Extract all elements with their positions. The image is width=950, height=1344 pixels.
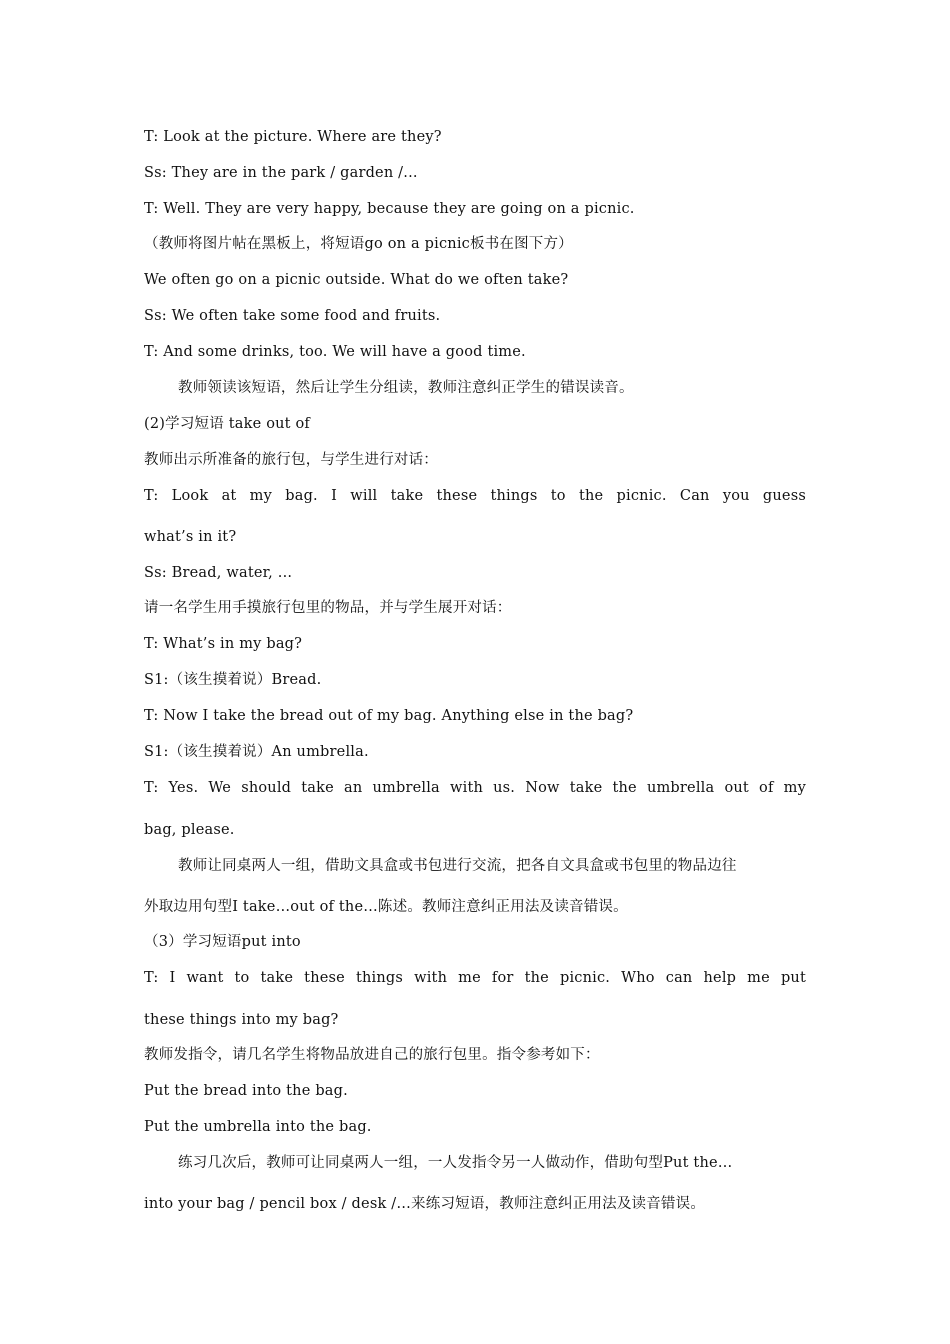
text-line: T: What’s in my bag? (144, 636, 303, 652)
text-line: （教师将图片帖在黑板上，将短语go on a picnic板书在图下方） (144, 236, 573, 252)
text-line: 教师领读该短语，然后让学生分组读，教师注意纠正学生的错误读音。 (178, 380, 634, 396)
text-line: 请一名学生用手摸旅行包里的物品，并与学生展开对话： (144, 600, 512, 616)
text-line: 教师发指令，请几名学生将物品放进自己的旅行包里。指令参考如下： (144, 1047, 600, 1063)
text-line: 外取边用句型I take…out of the…陈述。教师注意纠正用法及读音错误。 (144, 899, 628, 915)
text-line: T: Look at my bag. I will take these things to the picnic. Can you guess (144, 488, 806, 504)
text-line: Put the bread into the bag. (144, 1083, 348, 1099)
text-line: Put the umbrella into the bag. (144, 1119, 372, 1135)
text-line: into your bag / pencil box / desk /…来练习短语，教师注意纠正用法及读音错误。 (144, 1196, 706, 1212)
text-line: 练习几次后，教师可让同桌两人一组，一人发指令另一人做动作，借助句型Put the… (178, 1155, 733, 1171)
text-line: T: I want to take these things with me for the picnic. Who can help me put (144, 970, 806, 986)
section-heading: （3）学习短语put into (144, 934, 301, 950)
text-line: Ss: We often take some food and fruits. (144, 308, 441, 324)
text-line: Ss: Bread, water, ... (144, 565, 293, 581)
text-line: 教师出示所准备的旅行包，与学生进行对话： (144, 452, 438, 468)
text-line: S1:（该生摸着说）Bread. (144, 672, 322, 688)
text-line: T: Look at the picture. Where are they? (144, 129, 442, 145)
section-heading: (2)学习短语 take out of (144, 416, 310, 432)
text-line: T: Well. They are very happy, because they are going on a picnic. (144, 201, 635, 217)
text-line: S1:（该生摸着说）An umbrella. (144, 744, 369, 760)
text-line: T: And some drinks, too. We will have a good time. (144, 344, 526, 360)
text-line: what’s in it? (144, 529, 237, 545)
text-line: these things into my bag? (144, 1012, 339, 1028)
text-line: We often go on a picnic outside. What do we often take? (144, 272, 569, 288)
text-line: bag, please. (144, 822, 235, 838)
text-line: T: Yes. We should take an umbrella with us. Now take the umbrella out of my (144, 780, 806, 796)
text-line: Ss: They are in the park / garden /... (144, 165, 418, 181)
text-line: 教师让同桌两人一组，借助文具盒或书包进行交流，把各自文具盒或书包里的物品边往 (178, 858, 737, 874)
text-line: T: Now I take the bread out of my bag. Anything else in the bag? (144, 708, 634, 724)
